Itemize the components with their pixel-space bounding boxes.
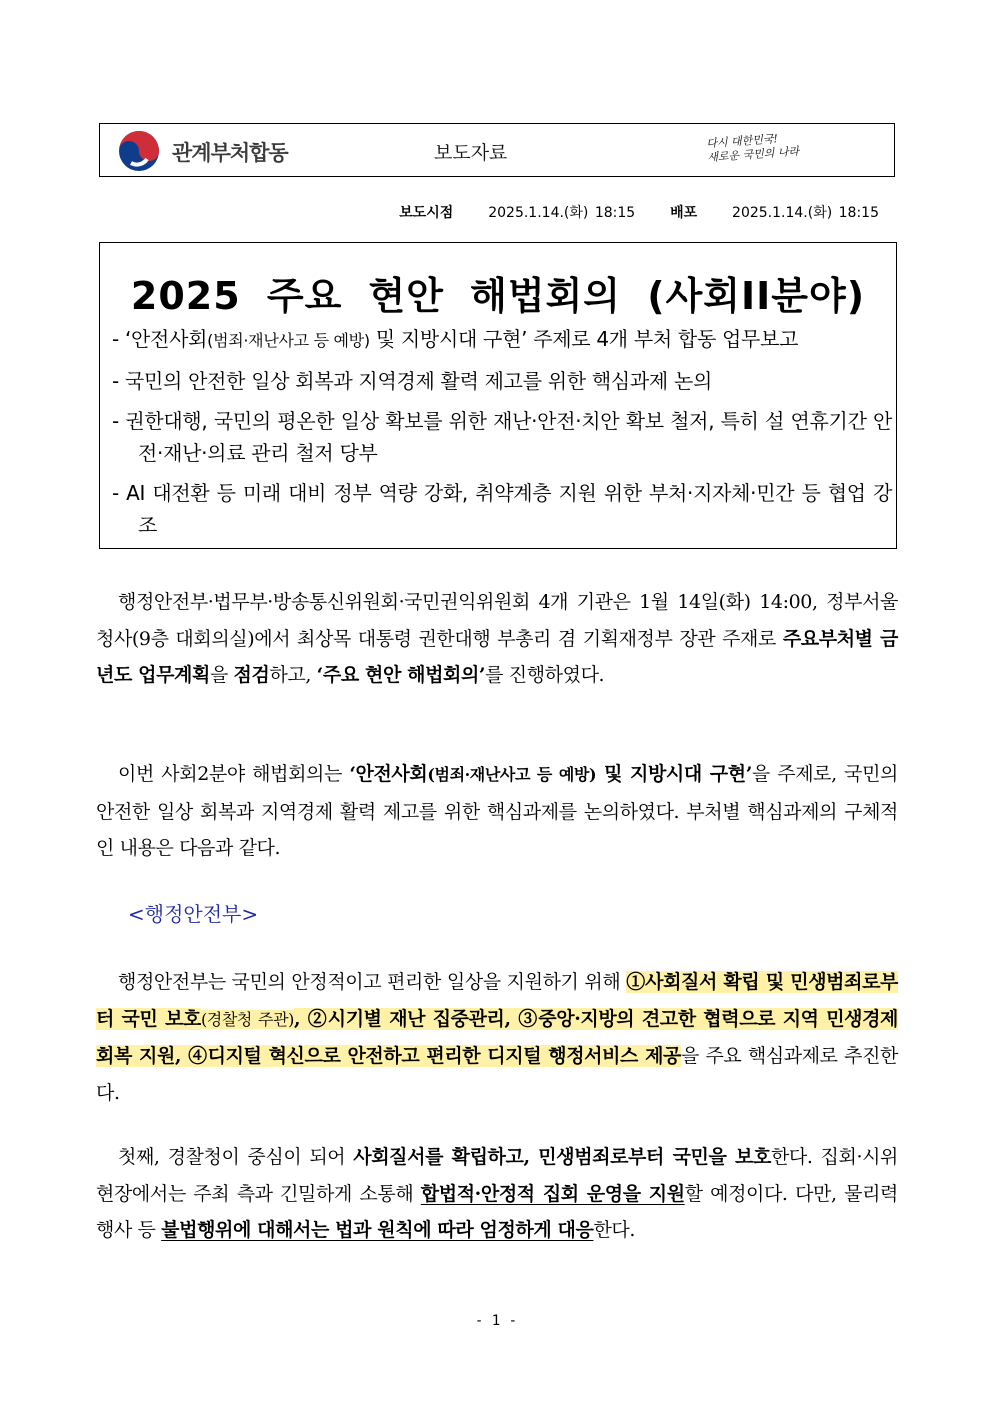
slogan-line-1: 다시 대한민국! bbox=[705, 132, 779, 151]
org-name: 관계부처합동 bbox=[172, 141, 288, 165]
summary-bullet: - 국민의 안전한 일상 회복과 지역경제 활력 제고를 위한 핵심과제 논의 bbox=[112, 369, 713, 393]
body-paragraph-1: 행정안전부·법무부·방송통신위원회·국민권익위원회 4개 기관은 1월 14일(화) 14:00, 정부서울청사(9층 대회의실)에서 최상목 대통령 권한대행 부총리 겸 기획재정부 장관 주재로 주요부처별 금년도 업무계획을 점검하고, ‘주요 현안 해법회의’를 진행하였다. bbox=[96, 591, 898, 686]
slogan-signature bbox=[706, 129, 828, 173]
distribute-label: 배포 bbox=[670, 205, 698, 221]
summary-bullets bbox=[112, 323, 892, 549]
body-paragraph-3: 행정안전부는 국민의 안정적이고 편리한 일상을 지원하기 위해 ①사회질서 확립 및 민생범죄로부터 국민 보호(경찰청 주관), ②시기별 재난 집중관리, ③중앙·지방의 견고한 협력으로 지역 민생경제 회복 지원, ④디지털 혁신으로 안전하고 편리한 디지털 행정서비스 제공을 주요 핵심과제로 추진한다. bbox=[96, 971, 899, 1104]
release-info bbox=[399, 202, 879, 222]
summary-bullet: - AI 대전환 등 미래 대비 정부 역량 강화, 취약계층 지원 위한 부처·지자체·민간 등 협업 강조 bbox=[112, 481, 892, 537]
page-title: 2025 주요 현안 해법회의 (사회II분야) bbox=[130, 274, 866, 318]
summary-bullet: - ‘안전사회(범죄·재난사고 등 예방) 및 지방시대 구현’ 주제로 4개 부처 합동 업무보고 bbox=[112, 327, 799, 351]
distribute-time: 2025.1.14.(화) 18:15 bbox=[732, 205, 879, 221]
section-heading-mois: <행정안전부> bbox=[128, 902, 259, 926]
government-taegeuk-logo-icon bbox=[117, 129, 161, 173]
summary-box bbox=[99, 242, 897, 549]
release-time: 2025.1.14.(화) 18:15 bbox=[488, 205, 636, 221]
header-box bbox=[99, 123, 895, 177]
slogan-line-2: 새로운 국민의 나라 bbox=[706, 144, 800, 165]
body-paragraph-4: 첫째, 경찰청이 중심이 되어 사회질서를 확립하고, 민생범죄로부터 국민을 보호한다. 집회·시위 현장에서는 주최 측과 긴밀하게 소통해 합법적·안정적 집회 운영을 지원할 예정이다. 다만, 물리력 행사 등 불법행위에 대해서는 법과 원칙에 따라 엄정하게 대응한다. bbox=[96, 1146, 898, 1241]
doc-type-label: 보도자료 bbox=[434, 142, 508, 164]
summary-bullet: - 권한대행, 국민의 평온한 일상 확보를 위한 재난·안전·치안 확보 철저, 특히 설 연휴기간 안전·재난·의료 관리 철저 당부 bbox=[112, 409, 892, 465]
body-paragraph-2: 이번 사회2분야 해법회의는 ‘안전사회(범죄·재난사고 등 예방) 및 지방시대 구현’을 주제로, 국민의 안전한 일상 회복과 지역경제 활력 제고를 위한 핵심과제를 논의하였다. 부처별 핵심과제의 구체적인 내용은 다음과 같다. bbox=[96, 763, 898, 859]
page-number: - 1 - bbox=[474, 1313, 518, 1329]
release-label: 보도시점 bbox=[399, 205, 454, 221]
